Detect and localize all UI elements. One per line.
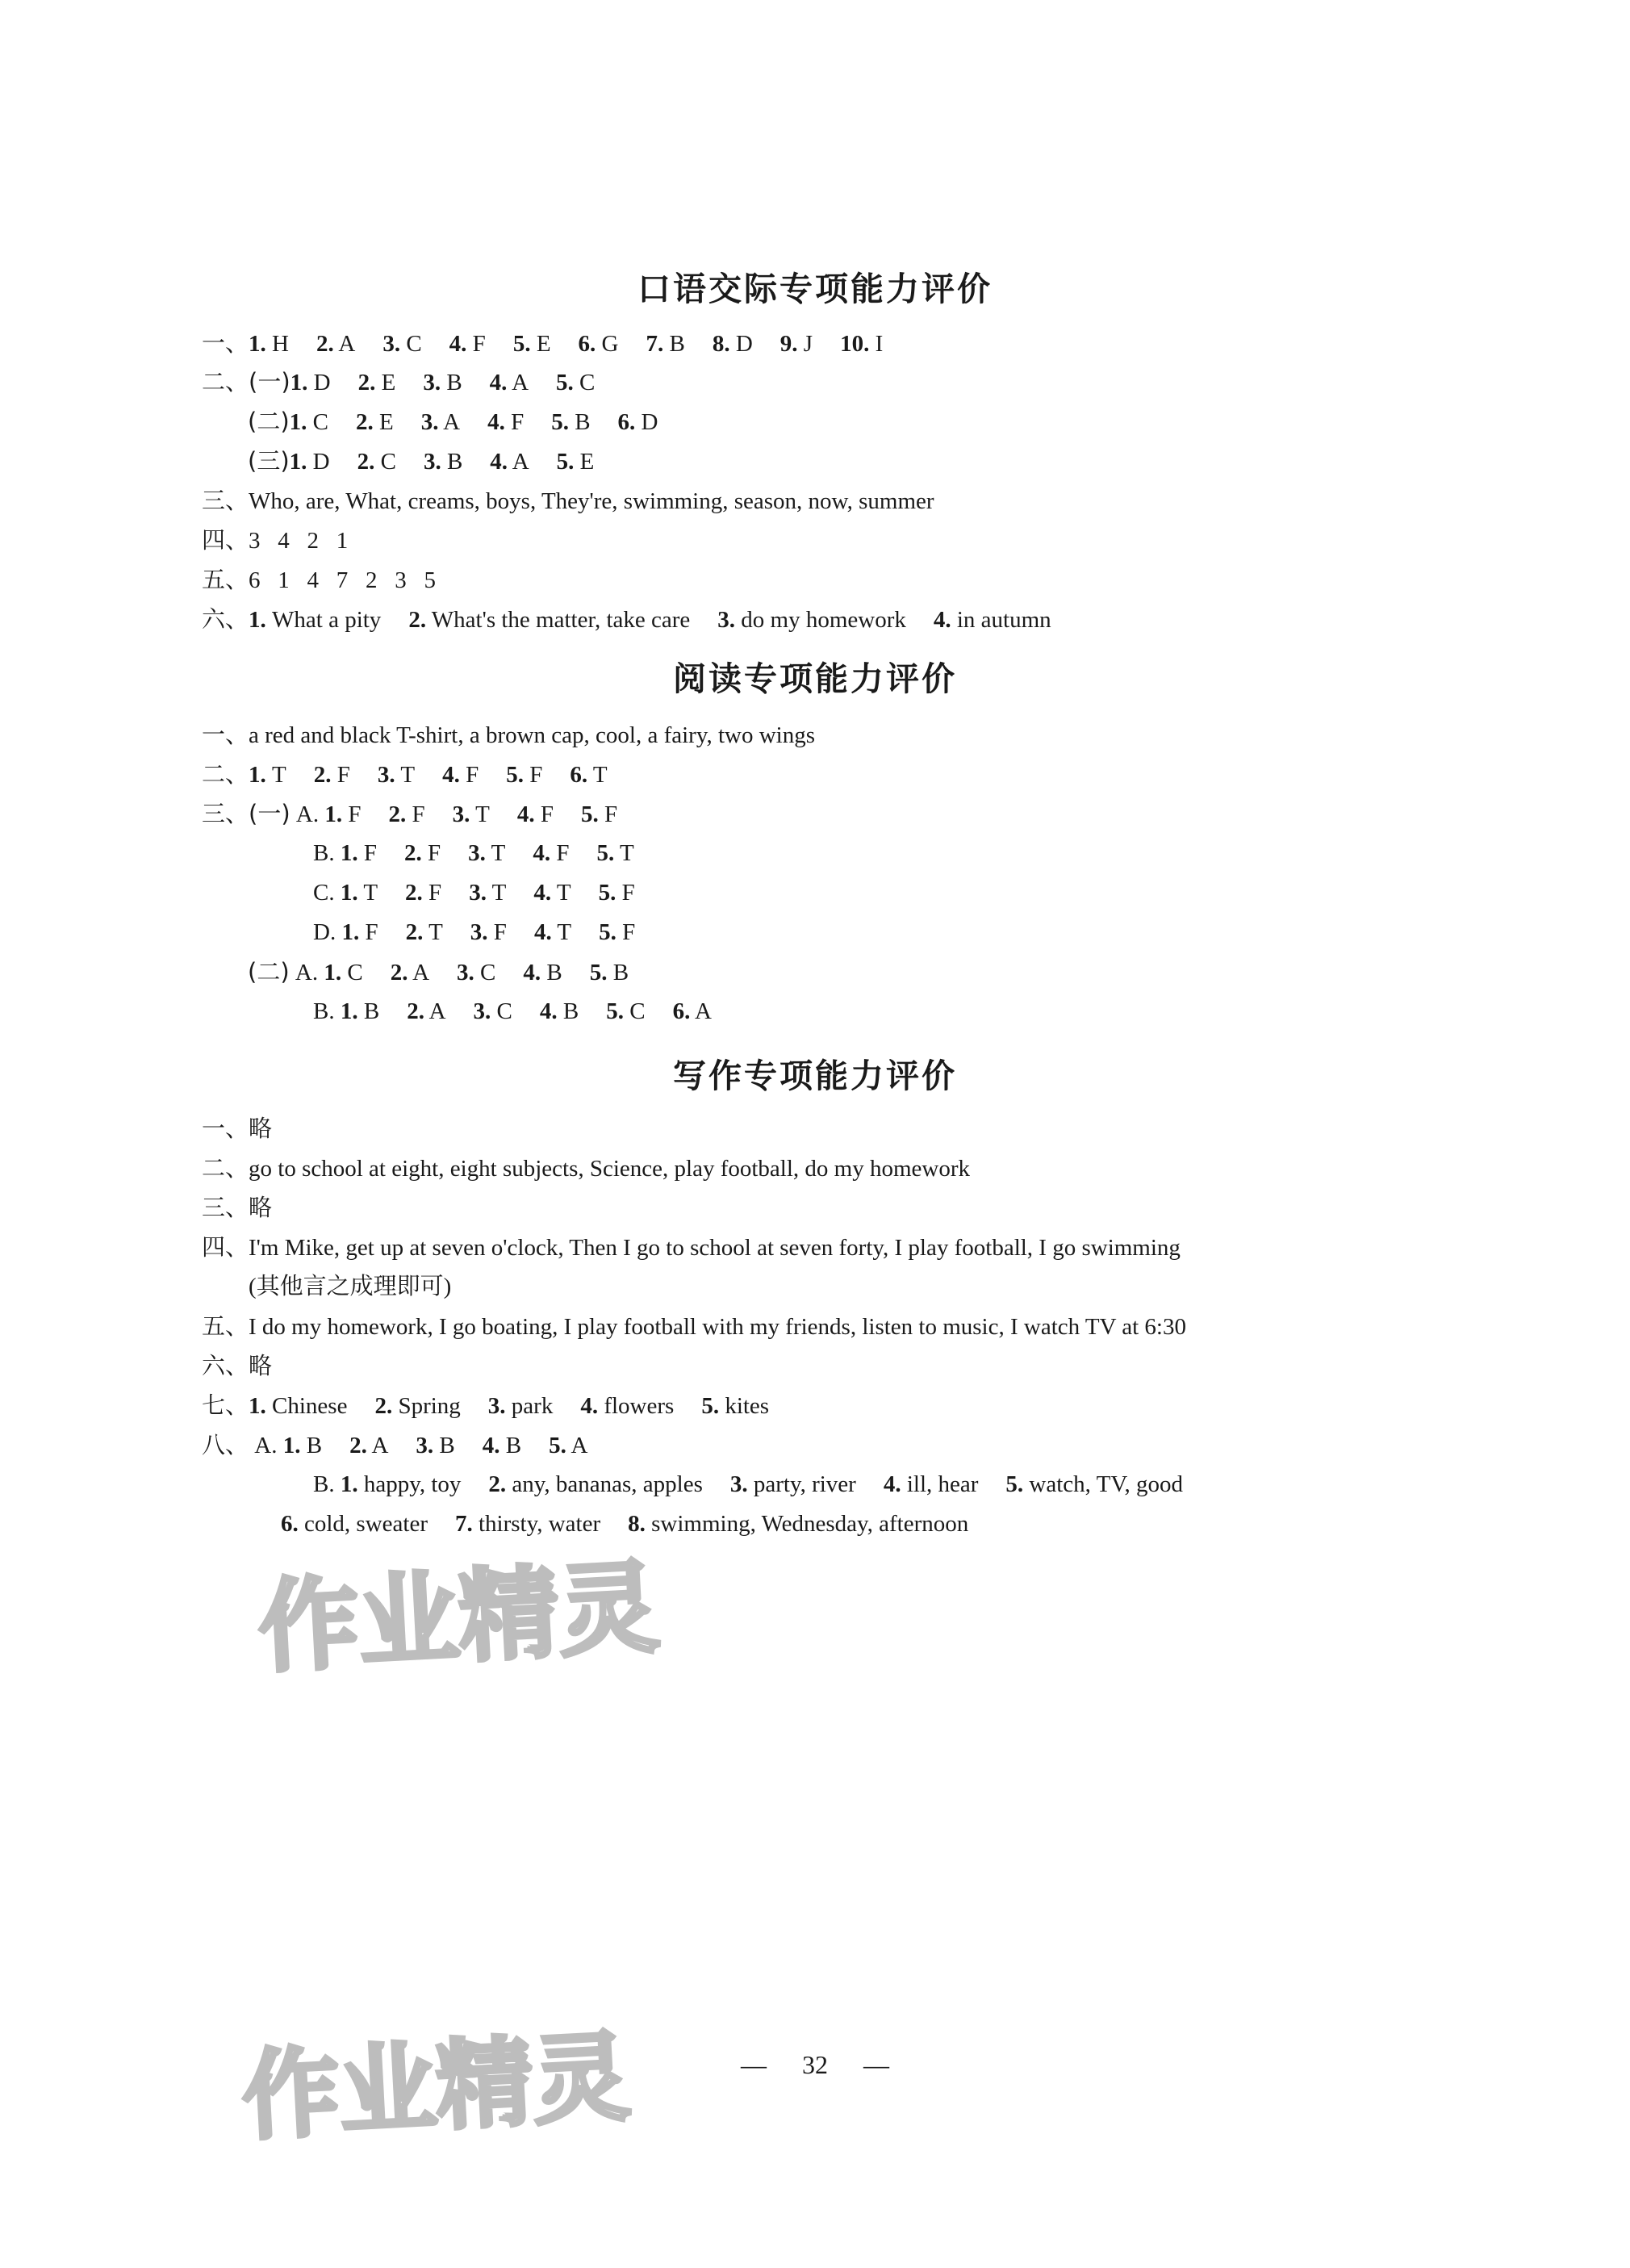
item-number: 2. — [407, 998, 424, 1024]
item-number: 2. — [388, 801, 407, 827]
section-title: 写作专项能力评价 — [673, 1057, 957, 1095]
item-number: 4. — [933, 607, 951, 633]
item-number: 4. — [442, 762, 460, 788]
item-answer: G — [601, 331, 619, 357]
part-label: A. — [295, 960, 319, 985]
question-label: 一、 — [202, 329, 249, 357]
section-title: 口语交际专项能力评价 — [637, 270, 993, 308]
item-answer: F — [472, 331, 486, 357]
item-answer: C — [347, 960, 363, 985]
item-answer: A — [512, 370, 529, 395]
item-answer: F — [556, 840, 570, 866]
item-answer: B — [446, 449, 463, 475]
question-label: 三、 — [202, 487, 249, 514]
item-answer: C — [629, 998, 646, 1024]
question-label: 一、 — [202, 1115, 249, 1142]
watermark-logo: 作业精灵 — [256, 1550, 662, 1687]
item-answer: happy, toy — [363, 1471, 462, 1497]
item-number: 1. — [289, 409, 307, 435]
answer-line — [248, 445, 594, 478]
item-answer: A — [338, 331, 356, 357]
item-answer: F — [428, 880, 442, 906]
item-number: 1. — [340, 1471, 358, 1497]
answer-line — [202, 1389, 769, 1422]
item-answer: F — [622, 919, 636, 945]
item-number: 5. — [512, 331, 531, 357]
item-answer: F — [336, 762, 350, 788]
dash-right: — — [863, 2050, 889, 2079]
question-label: 三、 — [202, 800, 249, 827]
sub-label: (一) — [249, 800, 290, 827]
item-number: 8. — [712, 331, 730, 357]
item-answer: B — [575, 409, 591, 435]
item-answer: T — [491, 880, 507, 906]
answer-text: Who, are, What, creams, boys, They're, swimming, season, now, summer — [249, 488, 934, 514]
answer-line — [202, 327, 883, 360]
page-number — [0, 2050, 1630, 2080]
item-number: 5. — [549, 1433, 566, 1458]
item-number: 3. — [468, 840, 486, 866]
item-number: 4. — [580, 1393, 599, 1419]
item-answer: kites — [725, 1393, 770, 1419]
item-answer: A — [371, 1433, 389, 1458]
item-number: 5. — [551, 409, 569, 435]
item-answer: B — [363, 998, 380, 1024]
item-number: 2. — [390, 960, 408, 985]
item-answer: E — [536, 331, 551, 357]
item-answer: T — [363, 880, 378, 906]
page-number-value: 32 — [802, 2050, 828, 2079]
item-number: 1. — [249, 762, 266, 788]
item-number: 1. — [249, 1393, 266, 1419]
answer-text: 略 — [249, 1195, 273, 1221]
sub-label: (一) — [249, 368, 290, 395]
item-answer: C — [496, 998, 512, 1024]
item-number: 10. — [840, 331, 870, 357]
item-number: 3. — [729, 1471, 748, 1497]
item-answer: T — [556, 880, 571, 906]
sub-label: (二) — [248, 958, 290, 985]
item-number: 6. — [578, 331, 596, 357]
item-answer: F — [493, 919, 507, 945]
answer-line — [202, 484, 934, 517]
item-number: 6. — [617, 409, 636, 435]
item-number: 6. — [281, 1511, 299, 1537]
item-answer: D — [313, 370, 331, 395]
item-answer: B — [505, 1433, 522, 1458]
answer-line — [202, 603, 1051, 636]
question-label: 七、 — [202, 1391, 249, 1419]
question-label: 一、 — [202, 721, 249, 748]
item-answer: do my homework — [741, 607, 906, 633]
item-answer: watch, TV, good — [1029, 1471, 1184, 1497]
sub-label: (二) — [248, 408, 290, 435]
item-answer: F — [511, 409, 525, 435]
item-answer: C — [480, 960, 496, 985]
item-number: 2. — [405, 880, 423, 906]
answer-line — [202, 1310, 1186, 1343]
item-answer: A — [412, 960, 430, 985]
question-label: 四、 — [202, 1233, 249, 1261]
dash-left: — — [741, 2050, 767, 2079]
answer-line — [202, 563, 436, 596]
item-number: 2. — [355, 409, 374, 435]
item-number: 1. — [249, 331, 266, 357]
item-answer: B — [669, 331, 685, 357]
item-answer: C — [380, 449, 396, 475]
answer-line — [249, 1270, 451, 1303]
item-answer: any, bananas, apples — [512, 1471, 703, 1497]
item-number: 3. — [452, 801, 470, 827]
item-answer: D — [641, 409, 658, 435]
item-answer: T — [400, 762, 416, 788]
question-label: 二、 — [202, 1154, 249, 1182]
part-label: A. — [295, 801, 320, 827]
item-answer: T — [619, 840, 634, 866]
item-answer: F — [529, 762, 543, 788]
item-number: 3. — [420, 409, 439, 435]
item-answer: A — [570, 1433, 588, 1458]
item-number: 3. — [377, 762, 395, 788]
part-label: D. — [313, 919, 336, 945]
item-answer: A — [443, 409, 461, 435]
item-answer: cold, sweater — [304, 1511, 428, 1537]
item-answer: A — [694, 998, 712, 1024]
item-number: 5. — [589, 960, 608, 985]
item-answer: F — [427, 840, 441, 866]
question-label: 二、 — [202, 760, 249, 788]
answer-line — [202, 1112, 272, 1145]
answer-line — [313, 877, 635, 909]
item-number: 2. — [374, 1393, 393, 1419]
item-answer: F — [621, 880, 635, 906]
item-answer: in autumn — [956, 607, 1051, 633]
answer-text: 3 4 2 1 — [249, 528, 349, 554]
item-number: 6. — [570, 762, 588, 788]
item-number: 4. — [482, 1433, 500, 1458]
item-answer: E — [378, 409, 394, 435]
item-number: 1. — [249, 607, 266, 633]
part-label: B. — [313, 1471, 335, 1497]
item-number: 1. — [340, 880, 358, 906]
item-number: 4. — [533, 880, 552, 906]
item-number: 2. — [405, 919, 424, 945]
item-number: 5. — [606, 998, 624, 1024]
item-number: 3. — [473, 998, 491, 1024]
item-answer: E — [579, 449, 595, 475]
item-number: 2. — [357, 370, 376, 395]
question-label: 二、 — [202, 368, 249, 395]
part-label: A. — [254, 1433, 278, 1458]
item-answer: E — [381, 370, 396, 395]
item-number: 2. — [488, 1471, 507, 1497]
item-number: 5. — [1005, 1471, 1024, 1497]
item-answer: B — [439, 1433, 455, 1458]
item-number: 8. — [628, 1511, 646, 1537]
item-number: 3. — [470, 919, 488, 945]
item-number: 5. — [580, 801, 599, 827]
item-answer: B — [446, 370, 462, 395]
item-answer: B — [546, 960, 562, 985]
item-answer: park — [511, 1393, 554, 1419]
section-title: 阅读专项能力评价 — [673, 659, 957, 698]
item-answer: thirsty, water — [479, 1511, 601, 1537]
item-answer: ill, hear — [906, 1471, 979, 1497]
item-number: 1. — [289, 449, 307, 475]
item-number: 5. — [556, 449, 575, 475]
item-number: 5. — [506, 762, 524, 788]
answer-text: (其他言之成理即可) — [249, 1274, 452, 1299]
item-number: 9. — [779, 331, 798, 357]
answer-line — [202, 758, 608, 791]
item-answer: Spring — [398, 1393, 461, 1419]
item-number: 7. — [455, 1511, 473, 1537]
answer-text: 略 — [249, 1354, 273, 1379]
answer-text: 6 1 4 7 2 3 5 — [249, 567, 437, 593]
item-number: 2. — [357, 449, 375, 475]
item-number: 4. — [490, 449, 508, 475]
answer-line — [313, 1468, 1183, 1500]
item-number: 4. — [883, 1471, 901, 1497]
item-answer: C — [579, 370, 596, 395]
item-number: 1. — [282, 1433, 301, 1458]
item-number: 4. — [449, 331, 467, 357]
item-answer: flowers — [604, 1393, 675, 1419]
answer-text: 略 — [249, 1116, 273, 1142]
item-number: 5. — [596, 840, 615, 866]
item-number: 2. — [313, 762, 332, 788]
question-label: 五、 — [202, 1312, 249, 1340]
item-answer: T — [491, 840, 506, 866]
part-label: C. — [313, 880, 335, 906]
item-number: 1. — [324, 960, 342, 985]
item-number: 2. — [316, 331, 334, 357]
item-answer: T — [475, 801, 490, 827]
item-answer: D — [312, 449, 330, 475]
answer-line — [248, 405, 658, 438]
item-number: 2. — [349, 1433, 367, 1458]
item-number: 5. — [701, 1393, 720, 1419]
item-number: 1. — [340, 998, 358, 1024]
item-answer: F — [604, 801, 618, 827]
item-answer: C — [312, 409, 328, 435]
part-label: B. — [313, 840, 335, 866]
item-number: 4. — [523, 960, 541, 985]
item-number: 3. — [423, 449, 441, 475]
item-number: 3. — [423, 370, 441, 395]
item-number: 4. — [487, 409, 505, 435]
item-answer: F — [466, 762, 479, 788]
answer-text: I'm Mike, get up at seven o'clock, Then I go to school at seven forty, I play football, I go swimming — [249, 1235, 1181, 1261]
item-answer: A — [428, 998, 446, 1024]
answer-line — [202, 366, 595, 399]
item-answer: B — [562, 998, 579, 1024]
item-answer: Chinese — [272, 1393, 348, 1419]
watermark-logo: 作业精灵 — [240, 2021, 633, 2154]
item-number: 5. — [599, 919, 616, 945]
item-answer: T — [272, 762, 286, 788]
item-answer: C — [406, 331, 422, 357]
answer-line — [202, 1191, 272, 1224]
sub-label: (三) — [248, 447, 290, 475]
item-answer: What a pity — [272, 607, 382, 633]
item-number: 4. — [539, 998, 558, 1024]
answer-line — [313, 837, 634, 869]
answer-line — [202, 718, 815, 751]
item-number: 4. — [533, 840, 551, 866]
item-answer: T — [592, 762, 608, 788]
question-label: 六、 — [202, 605, 249, 633]
part-label: B. — [313, 998, 335, 1024]
item-answer: B — [612, 960, 629, 985]
item-answer: F — [540, 801, 554, 827]
item-answer: F — [412, 801, 425, 827]
item-answer: F — [348, 801, 362, 827]
answer-line — [202, 797, 617, 831]
question-label: 三、 — [202, 1194, 249, 1221]
question-label: 六、 — [202, 1352, 249, 1379]
question-label: 四、 — [202, 526, 249, 554]
answer-text: go to school at eight, eight subjects, Science, play football, do my homework — [249, 1156, 971, 1182]
question-label: 八、 — [202, 1431, 249, 1458]
item-number: 3. — [457, 960, 474, 985]
answer-line — [202, 1152, 970, 1185]
item-answer: T — [428, 919, 443, 945]
answer-text: a red and black T-shirt, a brown cap, cool, a fairy, two wings — [249, 722, 815, 748]
answer-line — [248, 956, 629, 989]
item-number: 6. — [672, 998, 691, 1024]
item-number: 5. — [598, 880, 616, 906]
item-answer: H — [272, 331, 289, 357]
item-number: 2. — [403, 840, 422, 866]
item-number: 4. — [489, 370, 508, 395]
item-number: 4. — [533, 919, 552, 945]
item-answer: party, river — [753, 1471, 856, 1497]
item-number: 1. — [324, 801, 343, 827]
item-number: 3. — [487, 1393, 506, 1419]
answer-line — [202, 1350, 272, 1383]
answer-text: I do my homework, I go boating, I play football with my friends, listen to music, I watch TV at 6:30 — [249, 1314, 1186, 1340]
item-answer: I — [875, 331, 884, 357]
answer-line — [202, 524, 348, 557]
item-answer: What's the matter, take care — [431, 607, 691, 633]
item-number: 1. — [290, 370, 308, 395]
item-number: 2. — [408, 607, 427, 633]
item-number: 1. — [340, 840, 358, 866]
item-number: 4. — [516, 801, 535, 827]
answer-line — [313, 916, 635, 948]
item-number: 1. — [341, 919, 360, 945]
item-number: 3. — [469, 880, 487, 906]
item-answer: swimming, Wednesday, afternoon — [651, 1511, 969, 1537]
item-number: 5. — [556, 370, 574, 395]
answer-line — [313, 995, 712, 1027]
item-number: 3. — [717, 607, 736, 633]
item-answer: A — [512, 449, 529, 475]
item-number: 3. — [416, 1433, 434, 1458]
answer-line — [202, 1429, 587, 1462]
item-answer: D — [735, 331, 753, 357]
item-number: 7. — [646, 331, 664, 357]
item-answer: F — [365, 919, 378, 945]
item-answer: T — [557, 919, 572, 945]
item-answer: F — [363, 840, 377, 866]
item-number: 3. — [382, 331, 401, 357]
answer-line — [202, 1231, 1181, 1264]
item-answer: J — [803, 331, 813, 357]
question-label: 五、 — [202, 566, 249, 593]
item-answer: B — [306, 1433, 323, 1458]
